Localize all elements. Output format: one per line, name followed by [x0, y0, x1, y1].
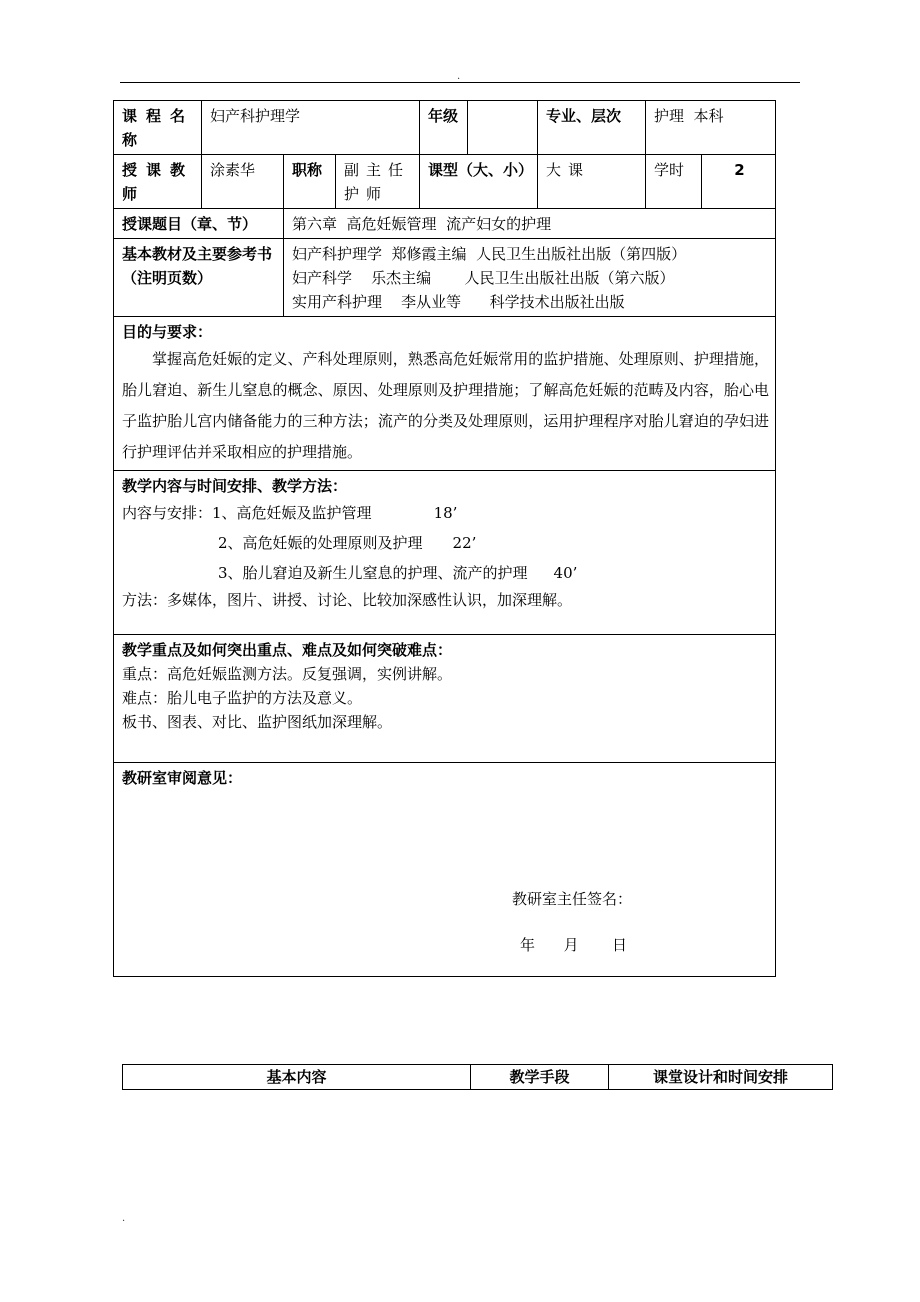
- class-type-label: 课型（大、小）: [420, 155, 538, 209]
- topic-label: 授课题目（章、节）: [114, 209, 284, 239]
- textbook-item: 妇产科学 乐杰主编 人民卫生出版社出版（第六版）: [292, 269, 675, 287]
- course-row: [114, 101, 776, 155]
- keypoints-row: [114, 635, 776, 763]
- content-table-header: [122, 1064, 833, 1090]
- header-basic-content: 基本内容: [123, 1065, 471, 1090]
- schedule-item: [122, 498, 769, 528]
- objectives-text: 掌握高危妊娠的定义、产科处理原则，熟悉高危妊娠常用的监护措施、处理原则、护理措施，胎儿窘迫、新生儿窒息的概念、原因、处理原则及护理措施；了解高危妊娠的范畴及内容，胎心电子监护胎儿宫内储备能力的三种方法；流产的分类及处理原则，运用护理程序对胎儿窘迫的孕妇进行护理评估并采取相应的护理措施。: [122, 350, 770, 461]
- hours-value: 2: [702, 155, 776, 209]
- schedule-item: [122, 528, 769, 558]
- schedule-item-time: 40’: [553, 564, 578, 582]
- header-class-design: 课堂设计和时间安排: [609, 1065, 833, 1090]
- header-rule: [120, 82, 800, 83]
- schedule-item-time: 22’: [452, 534, 477, 552]
- keypoints-section: [114, 635, 776, 763]
- schedule-method: 方法：多媒体，图片、讲授、讨论、比较加深感性认识，加深理解。: [122, 591, 573, 609]
- title-value: 副主任护师: [336, 155, 420, 209]
- textbook-item: 妇产科护理学 郑修霞主编 人民卫生出版社出版（第四版）: [292, 245, 687, 263]
- major-value: 护理 本科: [646, 101, 776, 155]
- teacher-name: 涂素华: [202, 155, 284, 209]
- schedule-item-text: 1、高危妊娠及监护管理: [212, 504, 372, 522]
- schedule-section: [114, 471, 776, 635]
- schedule-item-text: 2、高危妊娠的处理原则及护理: [218, 534, 423, 552]
- objectives-label: 目的与要求：: [122, 323, 213, 341]
- course-name-value: 妇产科护理学: [202, 101, 420, 155]
- textbook-row: [114, 239, 776, 317]
- schedule-label: 教学内容与时间安排、教学方法：: [122, 477, 348, 495]
- teacher-row: [114, 155, 776, 209]
- date-label: 年 月 日: [520, 936, 627, 954]
- signature-label: 教研室主任签名：: [512, 890, 633, 908]
- course-name-label: 课程名称: [114, 101, 202, 155]
- keypoints-label: 教学重点及如何突出重点、难点及如何突破难点：: [122, 641, 453, 659]
- page-footer-mark: .: [122, 1213, 126, 1224]
- major-label: 专业、层次: [538, 101, 646, 155]
- schedule-item-time: 18’: [433, 504, 458, 522]
- topic-value: 第六章 高危妊娠管理 流产妇女的护理: [284, 209, 776, 239]
- objectives-row: [114, 317, 776, 471]
- review-section: [114, 763, 776, 977]
- keypoint-line: 重点：高危妊娠监测方法。反复强调，实例讲解。: [122, 665, 453, 683]
- grade-value: [468, 101, 538, 155]
- header-teaching-means: 教学手段: [471, 1065, 609, 1090]
- schedule-item: [122, 558, 769, 588]
- textbook-item: 实用产科护理 李从业等 科学技术出版社出版: [292, 293, 625, 311]
- schedule-intro: 内容与安排：: [122, 504, 213, 522]
- schedule-item-text: 3、胎儿窘迫及新生儿窒息的护理、流产的护理: [218, 564, 528, 582]
- class-type-value: 大课: [538, 155, 646, 209]
- grade-label: 年级: [420, 101, 468, 155]
- textbook-list: [284, 239, 776, 317]
- page-header-mark: .: [457, 71, 461, 82]
- textbook-label: 基本教材及主要参考书（注明页数）: [114, 239, 284, 317]
- lesson-plan-table: [113, 100, 776, 977]
- review-label: 教研室审阅意见：: [122, 769, 243, 787]
- title-label: 职称: [284, 155, 336, 209]
- keypoint-line: 板书、图表、对比、监护图纸加深理解。: [122, 713, 393, 731]
- schedule-row: [114, 471, 776, 635]
- hours-label: 学时: [646, 155, 702, 209]
- topic-row: [114, 209, 776, 239]
- content-header-row: [123, 1065, 833, 1090]
- teacher-label: 授课教师: [114, 155, 202, 209]
- objectives-section: [114, 317, 776, 471]
- review-row: [114, 763, 776, 977]
- keypoint-line: 难点：胎儿电子监护的方法及意义。: [122, 689, 363, 707]
